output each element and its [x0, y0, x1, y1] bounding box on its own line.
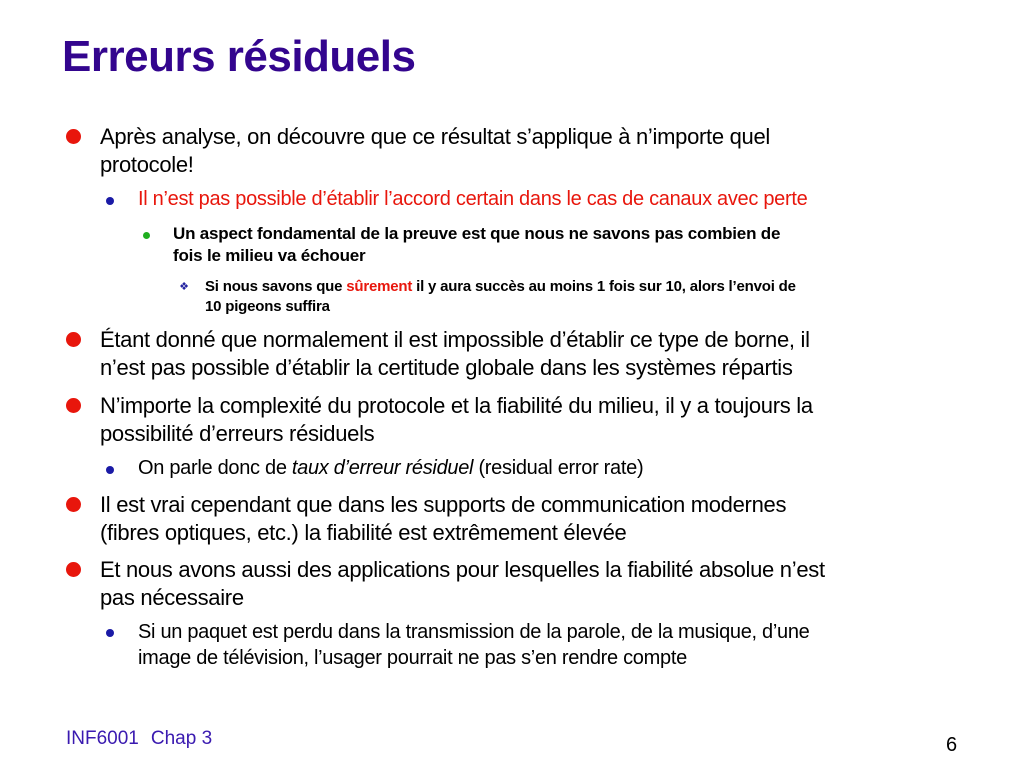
bullet-1-line-1: Après analyse, on découvre que ce résultat s’applique à n’importe quel: [100, 124, 770, 149]
bullet-5a-line-2: image de télévision, l’usager pourrait ne pas s’en rendre compte: [138, 647, 687, 669]
bullet-icon: [66, 129, 81, 144]
sub-sub-bullet-icon: [143, 232, 150, 239]
footer-course-info: [66, 728, 212, 750]
bullet-icon: [66, 562, 81, 577]
bullet-3-line-2: possibilité d’erreurs résiduels: [100, 421, 375, 446]
bullet-3a-italic: taux d’erreur résiduel: [291, 457, 474, 479]
bullet-1a1a-prefix: Si nous savons que: [205, 278, 347, 295]
bullet-1a1-line-2: fois le milieu va échouer: [173, 246, 366, 265]
slide-title: Erreurs résiduels: [62, 32, 416, 81]
bullet-icon: [66, 332, 81, 347]
bullet-5-line-1: Et nous avons aussi des applications pour lesquelles la fiabilité absolue n’est: [100, 557, 825, 582]
page-number: 6: [946, 734, 958, 756]
sub-bullet-icon: [106, 629, 114, 637]
bullet-1a1a-line-2: 10 pigeons suffira: [205, 298, 330, 315]
bullet-5a-line-1: Si un paquet est perdu dans la transmission de la parole, de la musique, d’une: [138, 621, 810, 643]
sub-bullet-icon: [106, 197, 114, 205]
bullet-icon: [66, 398, 81, 413]
bullet-icon: [66, 497, 81, 512]
bullet-1a: Il n’est pas possible d’établir l’accord certain dans le cas de canaux avec perte: [138, 188, 808, 210]
bullet-3-line-1: N’importe la complexité du protocole et la fiabilité du milieu, il y a toujours la: [100, 393, 813, 418]
bullet-3a-prefix: On parle donc de: [138, 457, 292, 479]
footer-chapter: Chap 3: [150, 728, 213, 749]
bullet-4-line-1: Il est vrai cependant que dans les supports de communication modernes: [100, 492, 787, 517]
bullet-1a1-line-1: Un aspect fondamental de la preuve est que nous ne savons pas combien de: [173, 224, 781, 243]
bullet-4-line-2: (fibres optiques, etc.) la fiabilité est extrêmement élevée: [100, 520, 627, 545]
bullet-3a: [138, 456, 643, 481]
bullet-1a1a-emphasis: sûrement: [346, 278, 413, 295]
footer-course: INF6001: [66, 728, 139, 749]
bullet-1a1a-suffix: il y aura succès au moins 1 fois sur 10, alors l’envoi de: [412, 278, 796, 295]
bullet-5-line-2: pas nécessaire: [100, 585, 244, 610]
bullet-1a1a-line-1: [205, 277, 796, 296]
bullet-1-line-2: protocole!: [100, 152, 194, 177]
diamond-bullet-icon: ❖: [179, 281, 189, 293]
bullet-2-line-2: n’est pas possible d’établir la certitude globale dans les systèmes répartis: [100, 355, 793, 380]
sub-bullet-icon: [106, 466, 114, 474]
bullet-3a-suffix: (residual error rate): [473, 457, 644, 479]
bullet-2-line-1: Étant donné que normalement il est impossible d’établir ce type de borne, il: [100, 327, 810, 352]
